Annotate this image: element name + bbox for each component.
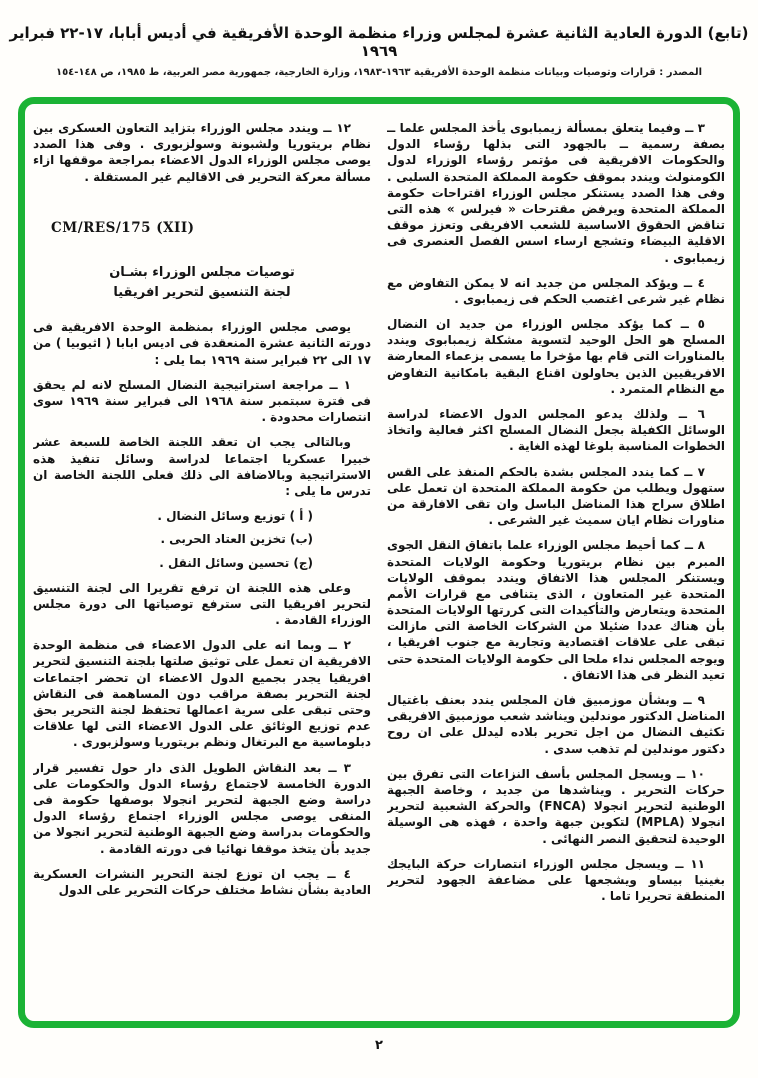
session-title: (تابع) الدورة العادية الثانية عشرة لمجلس وزراء منظمة الوحدة الأفريقية في أديس أبابا، ١٧-٢٢ فبراير ١٩٦٩	[9, 24, 749, 60]
list-item-b: (ب) تخزين العتاد الحربى .	[160, 532, 313, 547]
source-line: المصدر : قرارات وتوصيات وبيانات منظمة الوحدة الأفريقية ١٩٦٣-١٩٨٣، وزارة الخارجية، جمهورية مصر العربية، ط ١٩٨٥، ص ١٤٨-١٥٤	[55, 67, 703, 78]
resolution-reference: CM/RES/175 (XII)	[51, 219, 195, 236]
paragraph-5: ٥ ــ كما يؤكد مجلس الوزراء من جديد ان النضال المسلح هو الحل الوحيد لتسوية مشكلة زيمبابوى ويندد بالمناورات التى قام بها مؤخرا ما يسمى بزعماء المعارضة الافريقيين الذين يحاولون اقناع البقية بامكانية التفاوض مع النظام المتمرد .	[387, 317, 725, 396]
resolution-paragraph-2: ٢ ــ وبما انه على الدول الاعضاء فى منظمة الوحدة الافريقية ان تعمل على توثيق صلتها بلجنة التنسيق لتحرير افريقيا يجدر بجميع الدول الاعضاء ان تحضر اجتماعات لجنة التحرير بصفة مراقب دون المساهمة فى النقاش وحتى تبقى على سرية اعمالها تحتفظ لجنة التحرير بحق عدم توزيع الوثائق على الدول الاعضاء التى لها علاقات دبلوماسية مع البرتغال ونظم بريتوريا وسولزبورى .	[33, 638, 371, 750]
paragraph-8: ٨ ــ كما أحيط مجلس الوزراء علما باتفاق النقل الجوى المبرم بين نظام بريتوريا وحكومة الولايات المتحدة ويستنكر المجلس هذا الاتفاق ويندد بموقف الولايات المتحدة غير المتعاون ، الذى يتنافى مع قرارات الأمم المتحدة ويتعارض والتأكيدات التى كررتها الولايات المتحدة بأن هناك عددا ضئيلا من الشركات الخاصة التى مازالت تبقى على علاقات اقتصادية وتجارية مع جنوب افريقيا ، ويوجه المجلس نداء ملحا الى حكومة الولايات المتحدة حتى تعيد النظر فى هذا الاتفاق .	[387, 538, 725, 682]
report-paragraph: وعلى هذه اللجنة ان ترفع تقريرا الى لجنة التنسيق لتحرير افريقيا التى سترفع توصياتها الى دورة مجلس الوزراء القادمة .	[33, 580, 371, 628]
resolution-paragraph-4: ٤ ــ يجب ان توزع لجنة التحرير النشرات العسكرية العادية بشأن نشاط مختلف حركات التحرير على الدول	[33, 866, 371, 897]
resolution-title-line2: لجنة التنسيق لتحرير افريقيا	[113, 285, 291, 301]
paragraph-10: ١٠ ــ ويسجل المجلس بأسف النزاعات التى تفرق بين حركات التحرير . ويناشدها من جديد ، وخاصة الجبهة الوطنية لتحرير انجولا (FNCA) والحركة الشعبية لتحرير انجولا (MPLA) لتكوين جبهة واحدة ، فهذه هى الوسيلة الوحيدة لتحقيق النصر النهائى .	[387, 766, 725, 846]
committee-paragraph: وبالتالى يجب ان تعقد اللجنة الخاصة للسبعة عشر خبيرا عسكريا اجتماعا لدراسة وسائل تنفيذ هذه الاستراتيجية وبالاضافة الى ذلك فعلى اللجنة الخاصة ان تدرس ما يلى :	[33, 435, 371, 498]
paragraph-4: ٤ ــ ويؤكد المجلس من جديد انه لا يمكن التفاوض مع نظام غير شرعى اغتصب الحكم فى زيمبابوى .	[387, 275, 725, 306]
resolution-intro: يوصى مجلس الوزراء بمنظمة الوحدة الافريقية فى دورته الثانية عشرة المنعقدة فى اديس ابابا ( اثيوبيا ) من ١٧ الى ٢٢ فبراير سنة ١٩٦٩ بما يلى :	[33, 320, 371, 367]
resolution-title	[33, 263, 371, 303]
two-column-layout	[33, 120, 725, 1011]
page-number: ٢	[375, 1038, 383, 1053]
resolution-paragraph-1: ١ ــ مراجعة استراتيجية النضال المسلح لانه لم يحقق فى فترة سبتمبر سنة ١٩٦٨ الى فبراير سنة ١٩٦٩ سوى انتصارات محدودة .	[33, 377, 371, 425]
paragraph-7: ٧ ــ كما يندد المجلس بشدة بالحكم المنفذ على القس ستهول ويطلب من حكومة المملكة المتحدة ان تعمل على اطلاق سراح هذا المناضل الباسل وان تقى الافارقة من مناورات نظام ايان سميث غير الشرعى .	[387, 464, 725, 528]
page-header	[0, 0, 758, 78]
paragraph-12: ١٢ ــ ويندد مجلس الوزراء بتزايد التعاون العسكرى بين نظام بريتوريا ولشبونة وسولزبورى . وفى هذا الصدد يوصى مجلس الوزراء الدول الاعضاء بمراجعة موقفها ازاء مسألة معركة التحرير فى الاقاليم غير المستقلة .	[33, 121, 371, 184]
resolution-paragraph-3: ٣ ــ بعد النقاش الطويل الذى دار حول تفسير قرار الدورة الخامسة لاجتماع رؤساء الدول والحكومات على دراسة وضع الجبهة لتحرير انجولا بوصفها حكومة فى المنفى يوصى مجلس الوزراء اجتماع رؤساء الدول والحكومات بدراسة وضع الجبهة الوطنية لتحرير انجولا من جديد بأن يتخذ موقفا نهائيا فى دورته القادمة .	[33, 760, 371, 856]
left-column	[33, 120, 371, 1011]
paragraph-9: ٩ ــ وبشأن موزمبيق فان المجلس يندد بعنف باغتيال المناضل الدكتور موندلين ويناشد شعب موزمبيق الافريقى تكثيف النضال من اجل تحرير بلاده ليدلل على ان روح دكتور موندلين لم تذهب سدى .	[387, 693, 725, 756]
content-border-box	[18, 97, 740, 1028]
paragraph-3: ٣ ــ وفيما يتعلق بمسألة زيمبابوى يأخذ المجلس علما ــ بصفة رسمية ــ بالجهود التى بذلها رؤساء الدول والحكومات الافريقية فى مؤتمر رؤساء الوزراء لدول الكومنولث ويندد بموقف حكومة المملكة المتحدة السلبى . وفى هذا الصدد يستنكر مجلس الوزراء اقتراحات حكومة المملكة المتحدة ويرفض مقترحات « فيرلس » هذه التى تناقض الحقوق الاساسية للشعب الافريقى وتعزز موقف الاقلية البيضاء وتشجع ارساء اسس الفصل العنصرى فى زيمبابوى .	[387, 121, 725, 265]
right-column	[387, 120, 725, 1011]
study-items-list	[33, 508, 371, 571]
list-item-a: ( أ ) توزيع وسائل النضال .	[157, 509, 313, 524]
resolution-title-line1: توصيات مجلس الوزراء بشـان	[109, 264, 295, 280]
list-item-c: (ج) تحسين وسائل النقل .	[159, 555, 313, 570]
paragraph-11: ١١ ــ ويسجل مجلس الوزراء انتصارات حركة البايجك بغينيا بيساو ويشجعها على مضاعفة الجهود لتحرير المنطقة تحريرا تاما .	[387, 856, 725, 904]
paragraph-6: ٦ ــ ولذلك يدعو المجلس الدول الاعضاء لدراسة الوسائل الكفيلة بجعل النضال المسلح اكثر فعالية واتخاذ الخطوات المناسبة بلوغا لهذه الغاية .	[387, 407, 725, 454]
